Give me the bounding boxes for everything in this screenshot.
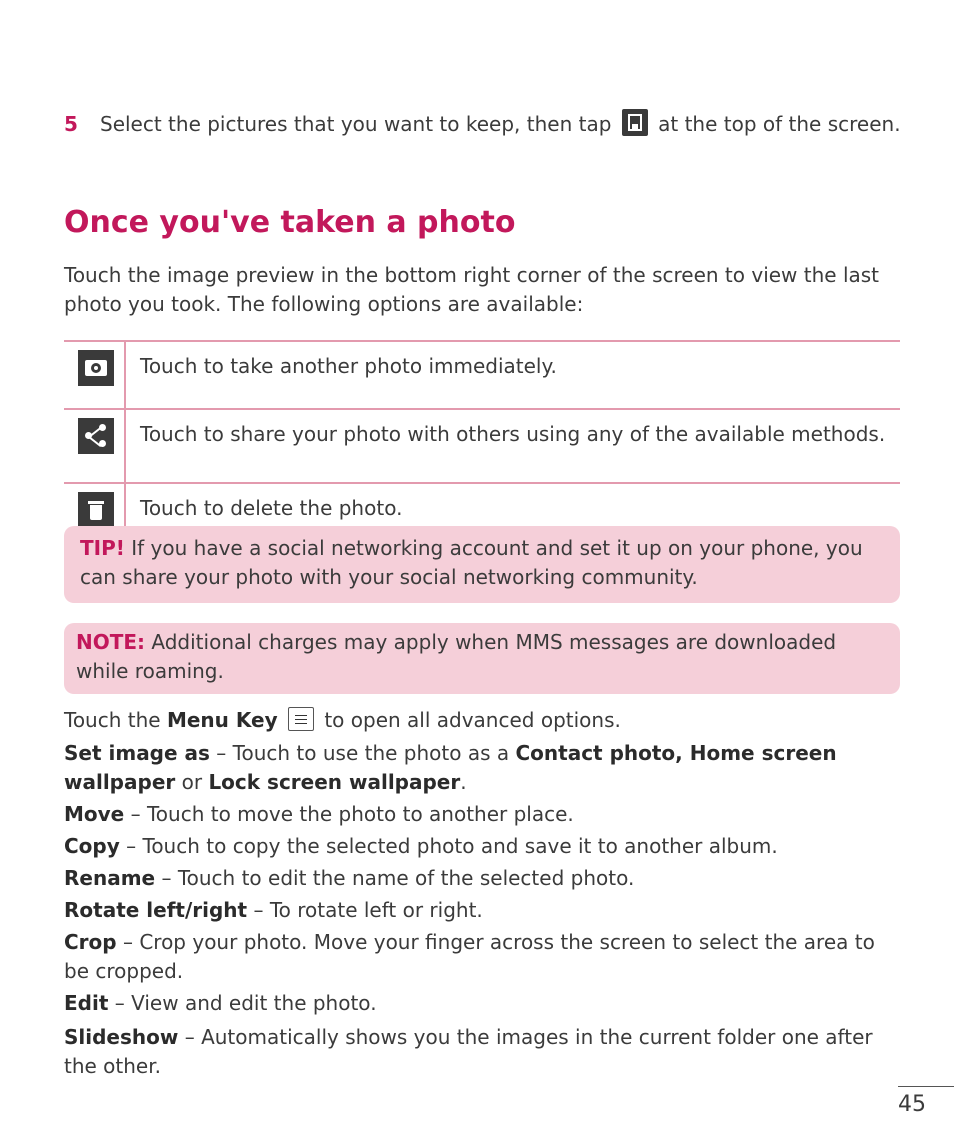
- option-item-move: Move – Touch to move the photo to another place.: [64, 802, 574, 826]
- trash-icon: [78, 492, 114, 528]
- menu-line: Touch the Menu Key to open all advanced options.: [64, 708, 621, 732]
- option-row: [64, 409, 900, 483]
- note-text: Additional charges may apply when MMS messages are downloaded while roaming.: [76, 630, 837, 683]
- option-row: [64, 341, 900, 409]
- tip-label: TIP!: [80, 536, 125, 560]
- section-heading: Once you've taken a photo: [64, 205, 516, 240]
- note-box: [64, 623, 900, 694]
- page-number: 45: [898, 1092, 926, 1117]
- save-icon: [622, 109, 648, 136]
- option-item-rename: Rename – Touch to edit the name of the selected photo.: [64, 866, 635, 890]
- option-text: Touch to share your photo with others using any of the available methods.: [125, 409, 900, 483]
- option-item-crop: Crop – Crop your photo. Move your finger across the screen to select the area to be cropped.: [64, 930, 875, 983]
- tip-box: [64, 526, 900, 603]
- note-label: NOTE:: [76, 630, 146, 654]
- page-number-rule: [898, 1086, 954, 1087]
- camera-icon: [78, 350, 114, 386]
- option-text: Touch to delete the photo.: [125, 483, 900, 551]
- option-item-set-image: Set image as – Touch to use the photo as a Contact photo, Home screen wallpaper or Lock screen wallpaper.: [64, 741, 837, 794]
- option-text: Touch to take another photo immediately.: [125, 341, 900, 409]
- step-text-before: Select the pictures that you want to keep, then tap: [100, 112, 612, 136]
- menu-icon: [288, 707, 314, 731]
- option-item-slideshow: Slideshow – Automatically shows you the images in the current folder one after the other.: [64, 1025, 873, 1078]
- step-5: [64, 108, 904, 140]
- step-text: [100, 108, 904, 140]
- tip-text: If you have a social networking account and set it up on your phone, you can share your photo with your social networking community.: [80, 536, 863, 589]
- advanced-options: [64, 706, 904, 1081]
- option-item-rotate: Rotate left/right – To rotate left or right.: [64, 898, 483, 922]
- step-number: 5: [64, 112, 78, 136]
- intro-paragraph: Touch the image preview in the bottom right corner of the screen to view the last photo you took. The following options are available:: [64, 263, 880, 316]
- menu-key-label: Menu Key: [166, 708, 278, 732]
- share-icon: [78, 418, 114, 454]
- step-text-after: at the top of the screen.: [658, 112, 901, 136]
- option-item-copy: Copy – Touch to copy the selected photo and save it to another album.: [64, 834, 778, 858]
- option-item-edit: Edit – View and edit the photo.: [64, 991, 377, 1015]
- options-table: [64, 340, 900, 552]
